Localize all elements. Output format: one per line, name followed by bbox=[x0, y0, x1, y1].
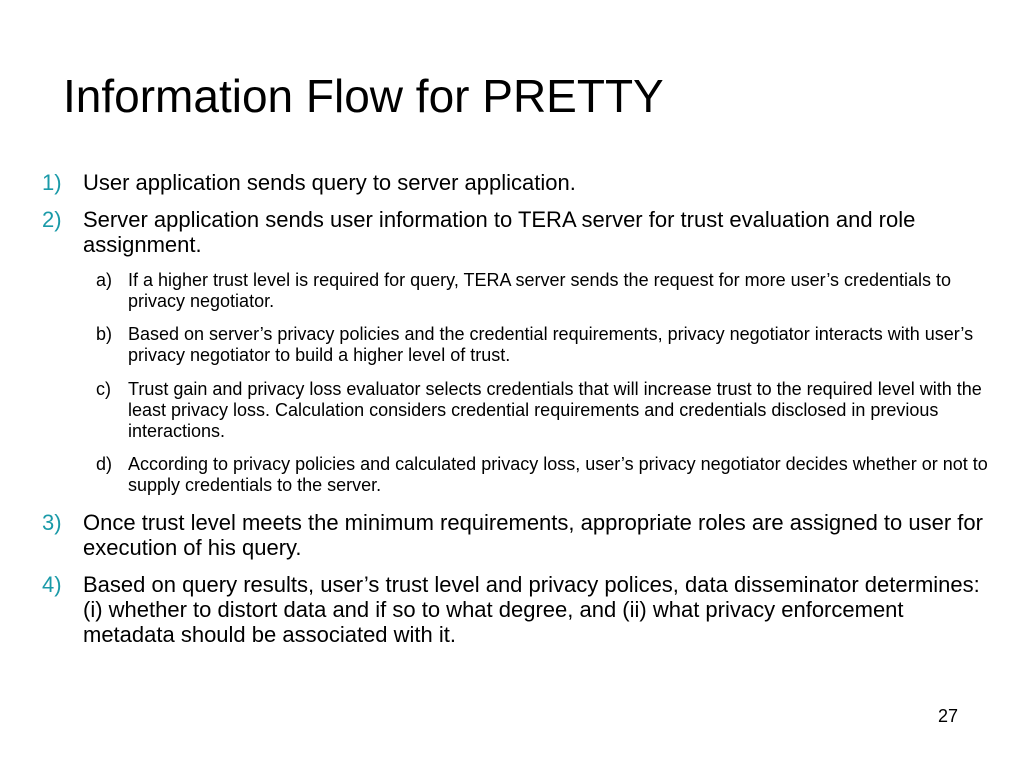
sub-marker-c: c) bbox=[96, 379, 111, 399]
list-text-4: Based on query results, user’s trust level and privacy polices, data disseminator determines: (i) whether to distort data and if so to what degree, and (ii) what privacy enforcement metadata should be associated with it. bbox=[83, 572, 980, 647]
list-text-3: Once trust level meets the minimum requirements, appropriate roles are assigned to user for execution of his query. bbox=[83, 510, 983, 560]
list-marker-2: 2) bbox=[42, 207, 62, 232]
page-number: 27 bbox=[938, 706, 959, 726]
sub-text-d: According to privacy policies and calculated privacy loss, user’s privacy negotiator decides whether or not to supply credentials to the server. bbox=[128, 454, 988, 495]
sub-text-b: Based on server’s privacy policies and the credential requirements, privacy negotiator interacts with user’s privacy negotiator to build a higher level of trust. bbox=[128, 324, 974, 365]
list-marker-4: 4) bbox=[42, 572, 62, 597]
list-item-2 bbox=[0, 207, 1024, 257]
slide-title: Information Flow for PRETTY bbox=[63, 70, 664, 122]
list-item-3 bbox=[0, 510, 1024, 560]
sub-item-c bbox=[0, 379, 1024, 442]
list-marker-3: 3) bbox=[42, 510, 62, 535]
slide-content bbox=[0, 170, 1024, 647]
sub-marker-b: b) bbox=[96, 324, 113, 344]
sub-marker-d: d) bbox=[96, 454, 113, 474]
sub-text-c: Trust gain and privacy loss evaluator selects credentials that will increase trust to the required level with the least privacy loss. Calculation considers credential requirements and credentials disclosed in previous interactions. bbox=[128, 379, 982, 441]
sub-marker-a: a) bbox=[96, 270, 113, 290]
sub-item-a bbox=[0, 270, 1024, 312]
list-item-1 bbox=[0, 170, 1024, 195]
sub-text-a: If a higher trust level is required for query, TERA server sends the request for more user’s credentials to privacy negotiator. bbox=[128, 270, 952, 311]
sub-item-d bbox=[0, 454, 1024, 496]
list-marker-1: 1) bbox=[42, 170, 62, 195]
sub-item-b bbox=[0, 324, 1024, 366]
list-text-1: User application sends query to server application. bbox=[83, 170, 576, 195]
list-text-2: Server application sends user information to TERA server for trust evaluation and role assignment. bbox=[83, 207, 916, 257]
list-item-4 bbox=[0, 572, 1024, 647]
